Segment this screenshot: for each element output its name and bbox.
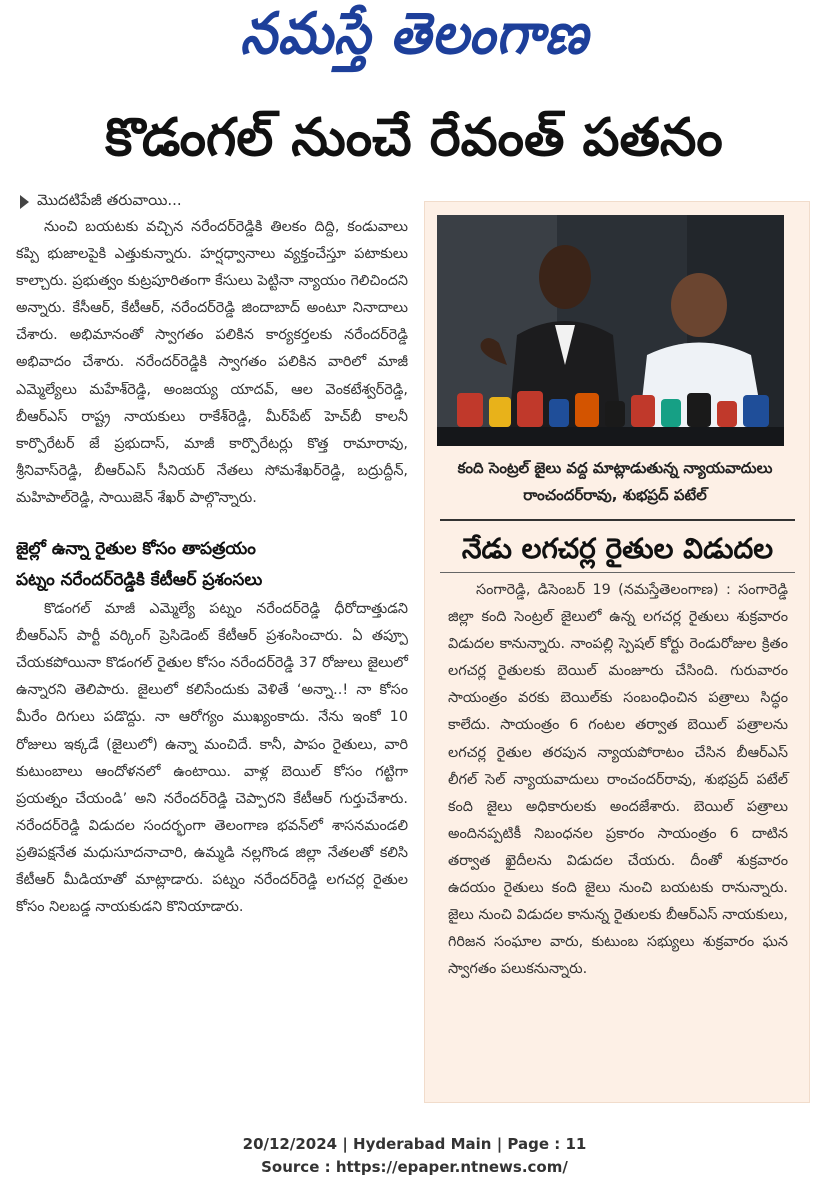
continued-text: మొదటిపేజీ తరువాయి... bbox=[37, 191, 182, 209]
photo-illustration bbox=[437, 215, 784, 446]
subhead-line: జైల్లో ఉన్నా రైతుల కోసం తాపత్రయం bbox=[16, 539, 256, 560]
footer bbox=[0, 1133, 829, 1179]
divider bbox=[440, 572, 795, 573]
article-paragraph: కొడంగల్ మాజీ ఎమ్మెల్యే పట్నం నరేందర్‌రెడ్డి ధీరోదాత్తుడని బీఆర్‌ఎస్ పార్టీ వర్కింగ్ ప్రెసిడెంట్ కేటీఆర్ ప్రశంసించారు. ఏ తప్పూ చేయకపోయినా కొడంగల్ రైతుల కోసం నరేందర్‌రెడ్డి 37 రోజులు జైలులో ఉన్నారని తెలిపారు. జైలులో కలిసేందుకు వెళితే ‘అన్నా..! నా కోసం మీరేం దిగులు పడొద్దు. నా ఆరోగ్యం ముఖ్యంకాదు. నేను ఇంకో 10 రోజులు ఇక్కడే (జైలులో) ఉన్నా మంచిదే. కానీ, పాపం రైతులు, వారి కుటుంబాలు ఆందోళనలో ఉంటాయి. వాళ్ల బెయిల్ కోసం గట్టిగా ప్రయత్నం చేయండి’ అని నరేందర్‌రెడ్డి చెప్పారని కేటీఆర్ గుర్తుచేశారు. నరేందర్‌రెడ్డి విడుదల సందర్భంగా తెలంగాణ భవన్‌లో శాసనమండలి ప్రతిపక్షనేత మధుసూదనాచారి, ఉమ్మడి నల్లగొండ జిల్లా నేతలతో కలిసి కేటీఆర్ మీడియాతో మాట్లాడారు. పట్నం నరేందర్‌రెడ్డి లగచర్ల రైతుల కోసం నిలబడ్డ నాయకుడని కొనియాడారు. bbox=[16, 601, 408, 916]
side-paragraph: సంగారెడ్డి, డిసెంబర్ 19 (నమస్తేతెలంగాణ) : సంగారెడ్డి జిల్లా కంది సెంట్రల్ జైలులో ఉన్న లగచర్ల రైతులు శుక్రవారం విడుదల కానున్నారు. నాంపల్లి స్పెషల్ కోర్టు రెండురోజుల క్రితం లగచర్ల రైతులకు బెయిల్ మంజూరు చేసింది. గురువారం సాయంత్రం వరకు బెయిల్‌కు సంబంధించిన పత్రాలు సిద్ధం కాలేదు. సాయంత్రం 6 గంటల తర్వాత బెయిల్ పత్రాలను లగచర్ల రైతుల తరపున న్యాయపోరాటం చేసిన బీఆర్‌ఎస్ లీగల్ సెల్ న్యాయవాదులు రాంచందర్‌రావు, శుభప్రద్ పటేల్ కంది జైలు అధికారులకు అందజేశారు. బెయిల్ పత్రాలు అందినప్పటికీ నిబంధనల ప్రకారం సాయంత్రం 6 దాటిన తర్వాత ఖైదీలను విడుదల చేయరు. దీంతో శుక్రవారం ఉదయం రైతులు కంది జైలు నుంచి బయటకు రానున్నారు. జైలు నుంచి విడుదల కానున్న రైతులకు బీఆర్‌ఎస్ నాయకులు, గిరిజన సంఘాల వారు, కుటుంబ సభ్యులు శుక్రవారం ఘన స్వాగతం పలుకనున్నారు. bbox=[448, 582, 788, 978]
divider bbox=[440, 519, 795, 521]
side-headline: నేడు లగచర్ల రైతుల విడుదల bbox=[461, 532, 774, 565]
article-paragraph: నుంచి బయటకు వచ్చిన నరేందర్‌రెడ్డికి తిలకం దిద్ది, కండువాలు కప్పి భుజాలపైకి ఎత్తుకున్నారు. హర్షధ్వానాలు వ్యక్తంచేస్తూ పటాకులు కాల్చారు. ప్రభుత్వం కుట్రపూరితంగా కేసులు పెట్టినా న్యాయం గెలిచిందని అన్నారు. కేసీఆర్, కేటీఆర్, నరేందర్‌రెడ్డి జిందాబాద్ అంటూ నినాదాలు చేశారు. అభిమానంతో స్వాగతం పలికిన కార్యకర్తలకు నరేందర్‌రెడ్డి అభివాదం చేశారు. నరేందర్‌రెడ్డికి స్వాగతం పలికిన వారిలో మాజీ ఎమ్మెల్యేలు మహేశ్‌రెడ్డి, అంజయ్య యాదవ్, ఆల వెంకటేశ్వర్‌రెడ్డి, బీఆర్‌ఎస్ రాష్ట్ర నాయకులు రాకేశ్‌రెడ్డి, మీర్‌పేట్ హెచ్‌బీ కాలనీ కార్పొరేటర్ జే ప్రభుదాస్, మాజీ కార్పొరేటర్లు కొత్త రామారావు, శ్రీనివాస్‌రెడ్డి, బీఆర్‌ఎస్ సీనియర్ నేతలు సోమశేఖర్‌రెడ్డి, బద్రుద్దీన్, మహిపాల్‌రెడ్డి, సాయిజెన్ శేఖర్ పాల్గొన్నారు. bbox=[16, 219, 408, 506]
photo-caption: కంది సెంట్రల్ జైలు వద్ద మాట్లాడుతున్న న్యాయవాదులు రాంచందర్‌రావు, శుభప్రద్ పటేల్ bbox=[457, 459, 773, 504]
news-photo bbox=[437, 215, 784, 446]
side-article bbox=[448, 577, 788, 983]
arrow-icon bbox=[20, 195, 29, 209]
footer-source-line: Source : https://epaper.ntnews.com/ bbox=[261, 1158, 568, 1176]
footer-date-line: 20/12/2024 | Hyderabad Main | Page : 11 bbox=[242, 1135, 587, 1153]
left-column bbox=[16, 190, 408, 921]
masthead bbox=[0, 0, 829, 76]
subhead-line: పట్నం నరేందర్‌రెడ్డికి కేటీఆర్ ప్రశంసలు bbox=[16, 570, 263, 591]
headline: కొడంగల్ నుంచే రేవంత్ పతనం bbox=[105, 108, 723, 168]
masthead-title: నమస్తే తెలంగాణ bbox=[240, 0, 589, 68]
continued-label bbox=[16, 190, 408, 214]
